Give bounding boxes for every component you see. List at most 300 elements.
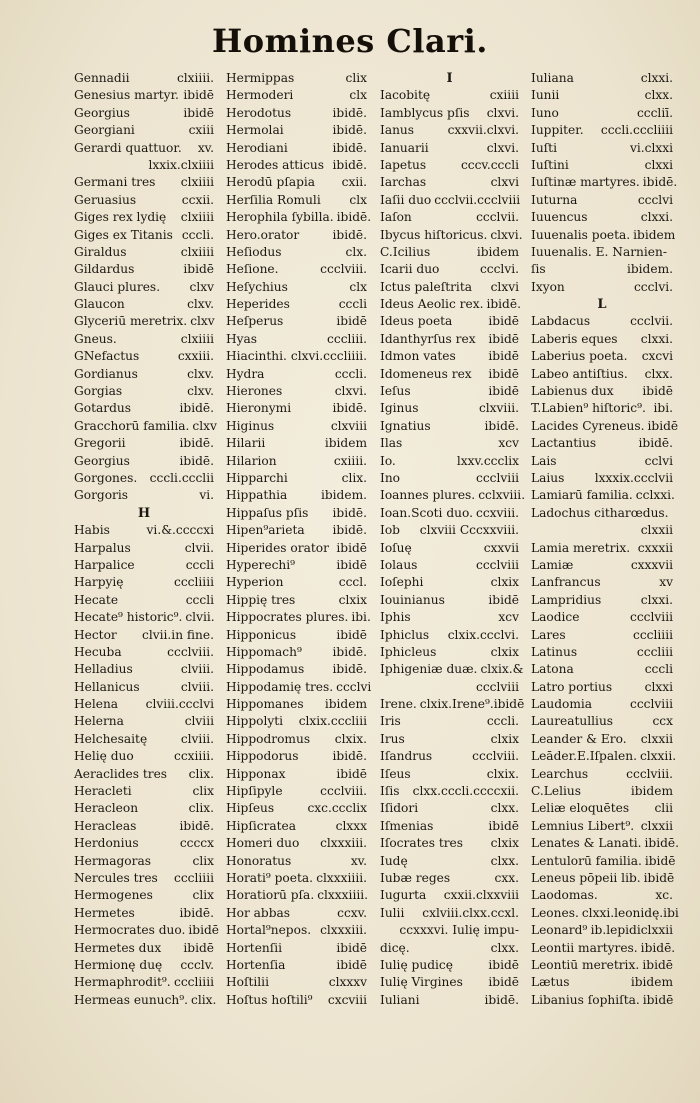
entry-reference: ibidē [183,262,214,277]
index-entry [226,748,367,765]
entry-reference: ibidē. [332,644,367,659]
entry-reference: cccliiii [633,627,673,642]
entry-reference: clviii [184,714,214,729]
entry-reference: ibidē [488,314,519,329]
index-entry [74,887,214,904]
entry-reference: cccli [338,297,367,312]
entry-reference: vi.&.ccccxi [146,523,214,538]
index-entry [531,227,676,244]
entry-reference: clxix [490,644,519,659]
entry-name: Hilarion [226,453,277,468]
entry-reference: ccclviii. [320,784,367,799]
index-entry [380,296,519,313]
entry-reference: cccl. [338,575,367,590]
entry-reference: cclxxi. [635,488,675,503]
entry-reference: cxlviii.clxx.ccxl. [422,905,519,920]
entry-name: Iubæ reges [380,870,451,885]
entry-name: Hipſicratea [226,818,297,833]
index-entry [380,800,519,817]
entry-reference: ibidē. [332,662,367,677]
entry-name: Laius [531,470,565,485]
entry-name: Hieronymi [226,401,292,416]
entry-reference: ibidē [336,627,367,642]
entry-reference: ibidē. [332,749,367,764]
entry-reference: clix. [341,470,367,485]
entry-name: Heſperus [226,314,284,329]
entry-reference: clix. [188,801,214,816]
index-entry [531,122,673,139]
index-entry [74,679,214,696]
index-entry [74,748,214,765]
index-entry [380,157,519,174]
index-entry [531,435,673,452]
entry-name: Hyas [226,331,258,346]
entry-name: Hippodamię tres. [226,679,334,694]
entry-reference: ibidē. [484,418,519,433]
index-entry [226,957,367,974]
entry-name: Heſiodus [226,244,282,259]
entry-name: Hippodamus [226,662,305,677]
entry-reference: ccclvii. [476,210,519,225]
index-entry [226,887,367,904]
entry-reference: ibidē. [640,940,676,955]
entry-name: Iob [380,523,400,538]
entry-name: Hermocrates duo. [74,923,186,938]
index-entry [380,627,519,644]
entry-name: Hortal⁹nepos. [226,923,312,938]
entry-name: Iginus [380,401,419,416]
entry-name: Iuſtini [531,157,569,172]
entry-reference: ccclviii [630,610,673,625]
entry-name: Hipponax [226,766,286,781]
index-entry [531,818,673,835]
entry-reference: ibidē. [332,157,367,172]
entry-name: Hor abbas [226,905,291,920]
index-entry [226,818,367,835]
index-entry [380,522,519,539]
index-entry [380,679,519,696]
entry-name: Idanthyrſus rex [380,331,476,346]
index-entry [226,540,367,557]
index-letter: I [446,71,453,86]
entry-reference: clxxi [644,157,673,172]
entry-name: Iuliana [531,71,574,85]
entry-reference: ccxii. [181,192,214,207]
entry-reference: clxx. [490,853,519,868]
entry-reference: clx [349,88,367,103]
entry-name: dicę. [380,940,410,955]
entry-reference: ibidē [488,331,519,346]
entry-reference: clxiiii [180,175,214,190]
entry-reference: clxviii Cccxxviii. [419,523,519,538]
index-entry [380,487,526,504]
index-entry [531,679,673,696]
entry-reference: cxiiii [489,88,519,103]
entry-name: Ianuarii [380,140,429,155]
entry-name: Lætus [531,975,570,990]
index-entry [74,609,214,626]
entry-name: Hippaſus pſis [226,505,309,520]
entry-name: Iuno [531,105,559,120]
index-entry [74,696,214,713]
entry-name: Heperides [226,297,290,312]
entry-name: Icarii duo [380,262,440,277]
index-entry [380,418,519,435]
index-entry [226,713,367,730]
entry-name: Hortenſii [226,940,283,955]
entry-reference: ibidem [476,244,519,259]
index-entry [531,766,673,783]
index-entry [531,192,673,209]
index-entry [380,853,519,870]
entry-name: Iolaus [380,557,418,572]
entry-reference: clxvi [490,175,519,190]
index-entry [226,192,367,209]
entry-reference: clxxxiii. [320,923,367,938]
index-entry [531,540,673,557]
entry-reference: cccliii [636,644,673,659]
entry-reference: ibidem [630,784,673,799]
entry-reference: clxvi. [486,105,519,120]
entry-reference: ibidē [488,957,519,972]
index-entry [380,348,519,365]
index-entry [226,592,367,609]
entry-reference: ibidē. [332,227,367,242]
entry-reference: ibidē. [332,401,367,416]
index-entry [226,105,367,122]
entry-name: Gorgias [74,384,123,399]
entry-reference: ibidē. [642,175,678,190]
entry-reference: clviii.ccclvi [145,697,214,712]
index-entry [531,505,673,522]
entry-reference: clxxii [640,731,673,746]
entry-reference: clxxi. [640,71,673,85]
entry-name: Iunii [531,88,560,103]
entry-name: Herdonius [74,836,139,851]
index-entry [226,800,367,817]
entry-reference: clxv [192,418,217,433]
entry-reference: clxvi [490,279,519,294]
index-entry [531,470,673,487]
entry-reference: ccclviii [476,470,519,485]
entry-name: Ibycus hiſtoricus. [380,227,488,242]
index-entry [380,870,519,887]
entry-name: Geruasius [74,192,137,207]
index-entry [380,609,519,626]
entry-name: Hippodorus [226,749,299,764]
entry-name: Honoratus [226,853,292,868]
index-entry [531,853,676,870]
index-entry [74,348,214,365]
index-entry [380,435,519,452]
entry-name: Gerardi quattuor. [74,140,182,155]
entry-reference: ibidē. [638,436,673,451]
entry-reference: clxxxv [328,975,367,990]
index-entry [531,870,673,887]
index-entry [531,905,679,922]
entry-reference: ccx [652,714,673,729]
entry-name: Hyperion [226,575,284,590]
entry-name: Iugurta [380,888,427,903]
entry-reference: ibidē [336,940,367,955]
entry-reference: clxix [490,836,519,851]
entry-name: Herodū pſapia [226,175,316,190]
entry-reference: clxxxiii. [320,836,367,851]
entry-name: Hierones [226,384,283,399]
entry-reference: ibidē [488,592,519,607]
entry-name: Hermolai [226,123,284,138]
entry-reference: ibidē [336,540,367,555]
index-entry [380,105,519,122]
index-entry [74,992,217,1009]
entry-reference: clvii.in fine. [142,627,214,642]
entry-name: ſis [531,262,546,277]
entry-reference: ibidem. [626,262,673,277]
index-entry [74,313,214,330]
entry-reference: clxxxiiii. [317,888,369,903]
entry-reference: ibidē. [179,905,214,920]
index-entry [226,922,367,939]
index-entry [380,122,519,139]
entry-reference: ibidē [488,384,519,399]
index-entry [380,731,519,748]
entry-reference: ccccx [179,836,214,851]
entry-reference: ccclviii. [472,749,519,764]
entry-reference: cccliii. [327,331,367,346]
entry-reference: ccclvi. [479,262,519,277]
index-entry [226,505,367,522]
entry-name: Hecate⁹ historic⁹. [74,610,183,625]
index-entry [74,157,214,174]
entry-name: Ioſephi [380,575,424,590]
index-entry [74,783,214,800]
entry-reference: ibi. [653,401,673,416]
entry-reference: ibidē. [332,505,367,520]
entry-reference: cccli [185,557,214,572]
entry-name: Giraldus [74,244,127,259]
index-column-3 [380,70,526,1009]
entry-reference: cxiii [188,123,214,138]
entry-name: Gorgones. [74,470,138,485]
entry-name: Hyperechi⁹ [226,557,296,572]
running-head: Homines Clari. [212,22,488,60]
entry-reference: ibidē [642,384,673,399]
entry-reference: ccclvii.ccclviii [434,192,521,207]
index-entry [380,574,519,591]
index-entry [380,835,519,852]
entry-name: Ideus Aeolic rex. [380,297,484,312]
entry-name: Iuliani [380,992,420,1007]
index-entry [226,992,367,1009]
entry-reference: xcv [498,610,519,625]
index-entry [74,731,214,748]
entry-name: Nercules tres [74,870,158,885]
index-entry [74,853,214,870]
index-entry [380,227,523,244]
index-entry [226,453,367,470]
index-entry [226,661,367,678]
entry-reference: ibidē [336,557,367,572]
index-entry [531,174,678,191]
index-entry [380,592,519,609]
entry-name: Iuuencus [531,210,588,225]
entry-name: Labeo antiſtius. [531,366,628,381]
entry-reference: cccli. [334,366,367,381]
entry-name: Gotardus [74,401,131,416]
index-entry [74,487,214,504]
entry-name: Gennadii [74,71,130,85]
entry-name: Heſione. [226,262,279,277]
index-entry [380,279,519,296]
entry-reference: cxx. [494,870,519,885]
index-entry [74,818,214,835]
entry-reference: ibidē [183,88,214,103]
entry-reference: ccclviii. [167,644,214,659]
entry-name: Herodes atticus [226,157,325,172]
entry-name: Ictus paleſtrita [380,279,472,294]
entry-name: Herſilia Romuli [226,192,321,207]
index-entry [380,400,519,417]
entry-reference: ibidē [488,366,519,381]
index-entry [74,627,214,644]
entry-reference: clxxxiiii. [316,870,367,885]
entry-name: Ianus [380,123,415,138]
index-entry [380,174,519,191]
index-entry [380,470,519,487]
entry-reference: ibidē. [332,105,367,120]
entry-name: Labdacus [531,314,591,329]
entry-reference: cxxiii. [177,349,214,364]
entry-name: Hipparchi [226,470,288,485]
index-entry [74,522,214,539]
entry-name: Lemnius Libert⁹. [531,818,635,833]
index-entry [531,731,673,748]
entry-name: Hermogenes [74,888,153,903]
entry-reference: clix. [188,766,214,781]
entry-reference: clxix.& [480,662,524,677]
entry-name: Iphis [380,610,411,625]
index-entry [74,800,214,817]
entry-reference: clxiiii [180,331,214,346]
index-entry [531,887,673,904]
entry-reference: clxvi. [490,227,523,242]
index-entry [380,992,519,1009]
entry-reference: clviii. [180,731,214,746]
entry-name: C.Icilius [380,244,431,259]
index-entry [226,627,367,644]
entry-reference: ibidē [336,957,367,972]
entry-name: Gregorii [74,436,126,451]
entry-name: Hero.orator [226,227,300,242]
index-entry [74,209,214,226]
index-entry [74,87,214,104]
entry-name: Idmon vates [380,349,456,364]
entry-reference: clxix. [486,766,519,781]
entry-reference: clvii. [184,540,214,555]
index-entry [226,400,367,417]
entry-name: Learchus [531,766,589,781]
entry-reference: clii [654,801,673,816]
index-entry [531,244,673,261]
index-entry [74,261,214,278]
entry-name: Hippocrates plures. [226,610,349,625]
entry-name: Hippomanes [226,697,304,712]
entry-name: Iſocrates tres [380,836,464,851]
entry-name: Hermeas eunuch⁹. [74,992,189,1007]
entry-name: Lanfrancus [531,575,601,590]
entry-reference: vi. [199,488,214,503]
entry-reference: clx. [345,244,367,259]
index-column-4 [531,70,680,1009]
entry-name: Ioan.Scoti duo. [380,505,473,520]
index-entry [380,783,519,800]
entry-name: Hiacinthi. [226,349,287,364]
entry-name: Iaſon [380,210,412,225]
index-entry [226,122,367,139]
index-letter-heading [380,70,519,87]
entry-reference: ibidē. [179,436,214,451]
entry-name: Hipponicus [226,627,297,642]
entry-reference: clxxii [640,523,673,538]
entry-reference: ibidē. [336,210,372,225]
entry-name: Hippolyti [226,714,284,729]
entry-reference: ccclvi [637,192,673,207]
index-entry [226,696,367,713]
entry-reference: ibidē [488,818,519,833]
entry-reference: ibidē [647,418,679,433]
index-entry [226,870,367,887]
index-entry [74,940,214,957]
entry-name: Lais [531,453,557,468]
entry-reference: clxx. [490,940,519,955]
index-entry [380,818,519,835]
index-entry [226,435,367,452]
index-entry [226,227,367,244]
entry-reference: ibi. [351,610,371,625]
entry-reference: ccclvi [336,679,372,694]
entry-reference: clxviii [330,418,367,433]
entry-reference: ibidē [183,105,214,120]
entry-reference: cxxvii [483,540,519,555]
entry-name: Laodice [531,610,580,625]
entry-reference: clxvi. [334,384,367,399]
index-entry [531,383,673,400]
entry-name: Iacobitę [380,88,431,103]
entry-reference: clxiiii [180,244,214,259]
entry-reference: clxix [490,575,519,590]
index-entry [226,244,367,261]
entry-name: Hermaphrodit⁹. [74,975,171,990]
entry-reference: ccclvii. [630,314,673,329]
index-column-1 [74,70,219,1009]
entry-name: Hiperides orator [226,540,329,555]
entry-reference: ibidē [488,349,519,364]
index-entry [531,713,673,730]
entry-name: Glaucon [74,297,125,312]
entry-name: Harpyię [74,575,124,590]
entry-name: Hecuba [74,644,122,659]
index-entry [531,453,673,470]
index-entry [380,661,524,678]
entry-name: Iphigeniæ duæ. [380,662,478,677]
index-entry [74,331,214,348]
index-entry [531,400,673,417]
index-entry [226,331,367,348]
entry-name: Hermoderi [226,88,294,103]
index-entry [226,261,367,278]
entry-reference: ibidem. [320,488,367,503]
index-entry [226,835,367,852]
